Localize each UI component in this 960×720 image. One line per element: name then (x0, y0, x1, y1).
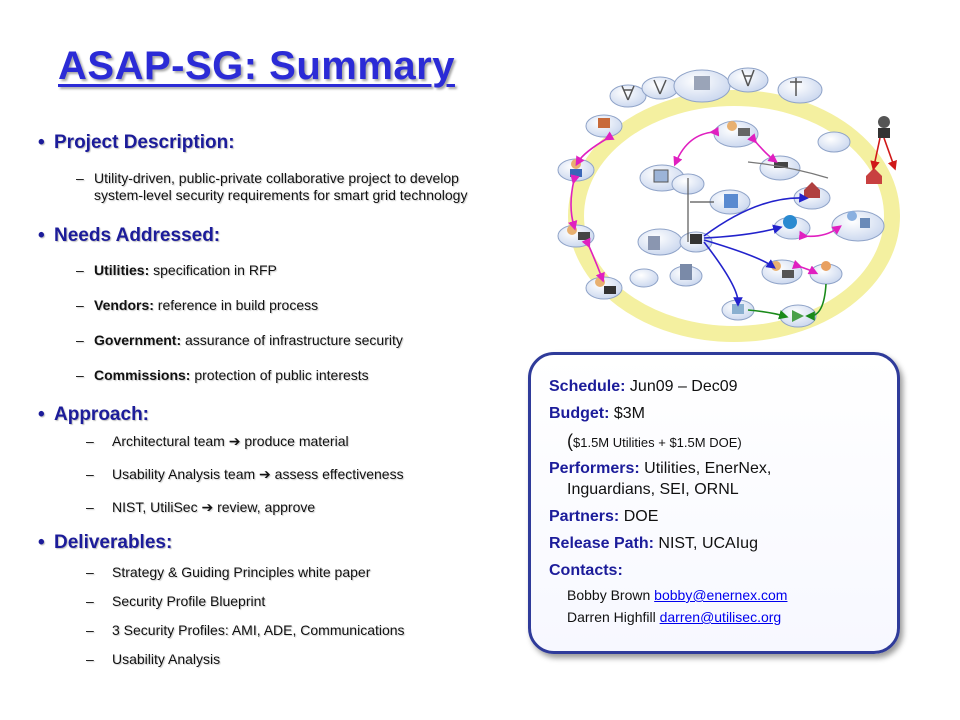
budget-detail: ($1.5M Utilities + $1.5M DOE) (567, 431, 742, 451)
list-item: – Usability Analysis (86, 651, 221, 667)
project-info (549, 375, 895, 627)
release-path-row: Release Path: NIST, UCAIug (549, 535, 758, 552)
network-illustration (548, 66, 910, 344)
schedule-row: Schedule: Jun09 – Dec09 (549, 378, 738, 395)
list-item: – Utility-driven, public-private collaborative project to develop (76, 170, 459, 186)
section-heading-project-description: • Project Description: (38, 132, 235, 153)
page-title: ASAP-SG: Summary (58, 44, 455, 88)
email-link[interactable]: darren@utilisec.org (659, 609, 782, 625)
list-item: – Utilities: specification in RFP (76, 262, 277, 278)
performers-row: Performers: Utilities, EnerNex, (549, 460, 772, 477)
list-item: – Commissions: protection of public interests (76, 367, 369, 383)
list-item: – Strategy & Guiding Principles white paper (86, 564, 371, 580)
bullet: • (38, 132, 45, 153)
list-item: – Usability Analysis team ➔ assess effectiveness (86, 466, 404, 482)
list-item: – 3 Security Profiles: AMI, ADE, Communications (86, 622, 405, 638)
list-item: – Government: assurance of infrastructure security (76, 332, 403, 348)
contact-bobby-brown: Bobby Brown bobby@enernex.com (567, 587, 788, 603)
performers-row-continued: Inguardians, SEI, ORNL (567, 481, 739, 498)
outline (38, 132, 538, 668)
info-box (528, 352, 900, 654)
budget-row: Budget: $3M (549, 405, 646, 422)
list-item: system-level security requirements for smart grid technology (94, 187, 468, 203)
email-link[interactable]: bobby@enernex.com (654, 587, 788, 603)
list-item: – Architectural team ➔ produce material (86, 433, 349, 449)
list-item: – Security Profile Blueprint (86, 593, 266, 609)
list-item: – NIST, UtiliSec ➔ review, approve (86, 499, 316, 515)
contact-darren-highfill: Darren Highfill darren@utilisec.org (567, 609, 782, 625)
list-item: – Vendors: reference in build process (76, 297, 319, 313)
section-heading-deliverables: • Deliverables: (38, 532, 173, 553)
section-heading-approach: • Approach: (38, 404, 149, 425)
partners-row: Partners: DOE (549, 508, 659, 525)
contacts-heading: Contacts: (549, 562, 623, 579)
section-heading-needs-addressed: • Needs Addressed: (38, 225, 221, 246)
